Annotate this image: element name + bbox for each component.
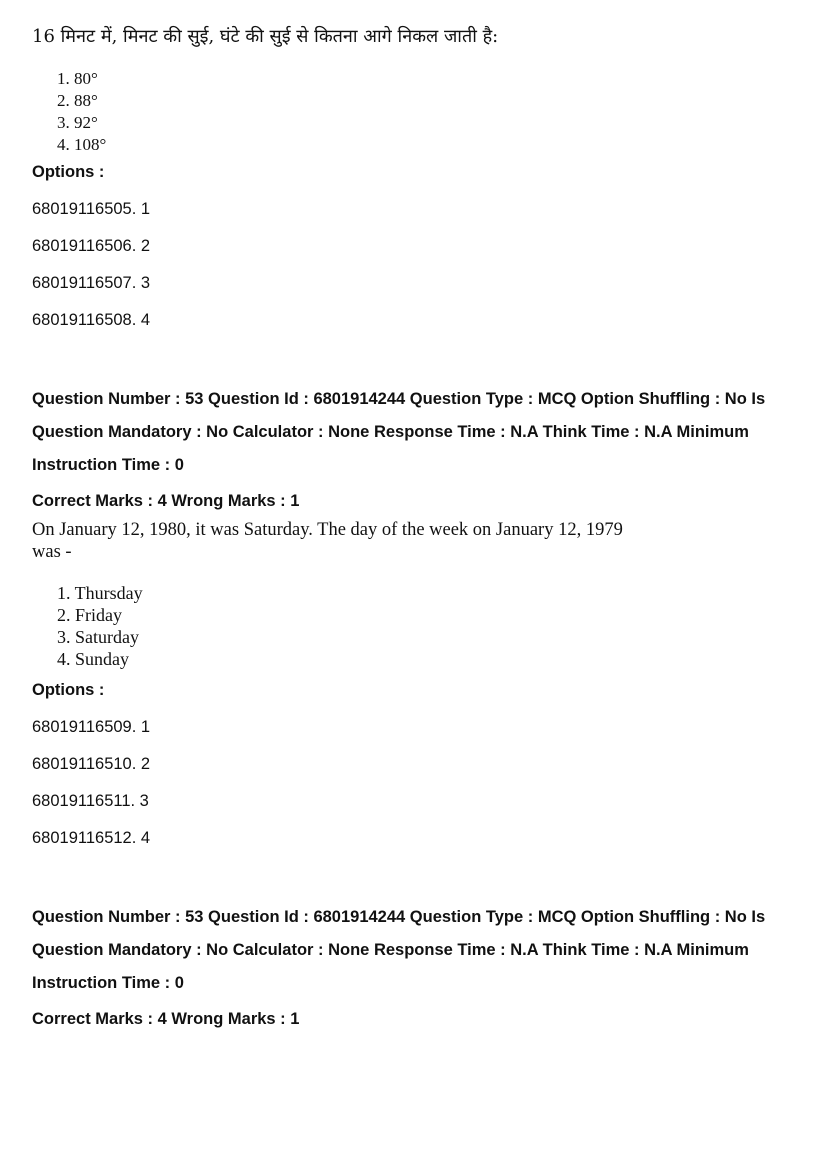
answer-choice: 4. 108° [57, 135, 107, 154]
answer-choice: 4. Sunday [57, 649, 129, 669]
option-id: 68019116508. 4 [32, 311, 151, 329]
option-id: 68019116512. 4 [32, 829, 151, 847]
answer-choice: 2. 88° [57, 91, 98, 110]
option-id: 68019116507. 3 [32, 274, 151, 292]
options-heading: Options : [32, 681, 105, 699]
options-heading: Options : [32, 163, 105, 181]
option-id: 68019116510. 2 [32, 755, 151, 773]
question-meta-line: Question Mandatory : No Calculator : None Response Time : N.A Think Time : N.A Minimum [32, 941, 749, 959]
option-id: 68019116511. 3 [32, 792, 149, 810]
answer-choice-list [57, 68, 106, 156]
question-meta-line: Question Mandatory : No Calculator : None Response Time : N.A Think Time : N.A Minimum [32, 423, 749, 441]
answer-choice: 1. Thursday [57, 583, 143, 603]
answer-choice: 3. 92° [57, 113, 98, 132]
option-id: 68019116509. 1 [32, 718, 151, 736]
answer-choice: 3. Saturday [57, 627, 139, 647]
question-meta-line: Question Number : 53 Question Id : 6801914244 Question Type : MCQ Option Shuffling : No Is [32, 390, 766, 408]
marks-line: Correct Marks : 4 Wrong Marks : 1 [32, 492, 300, 510]
question-text-line: was - [32, 542, 72, 562]
answer-choice: 2. Friday [57, 605, 122, 625]
marks-line: Correct Marks : 4 Wrong Marks : 1 [32, 1010, 300, 1028]
answer-choice-list [57, 582, 143, 670]
answer-choice: 1. 80° [57, 69, 98, 88]
option-id: 68019116505. 1 [32, 200, 151, 218]
question-meta-line: Instruction Time : 0 [32, 974, 184, 992]
question-text [32, 519, 672, 563]
question-meta-line: Question Number : 53 Question Id : 6801914244 Question Type : MCQ Option Shuffling : No Is [32, 908, 766, 926]
question-text-line: On January 12, 1980, it was Saturday. The day of the week on January 12, 1979 [32, 520, 623, 540]
question-text-hindi: 16 मिनट में, मिनट की सुई, घंटे की सुई से कितना आगे निकल जाती है: [32, 26, 499, 47]
question-meta-line: Instruction Time : 0 [32, 456, 184, 474]
option-id: 68019116506. 2 [32, 237, 151, 255]
